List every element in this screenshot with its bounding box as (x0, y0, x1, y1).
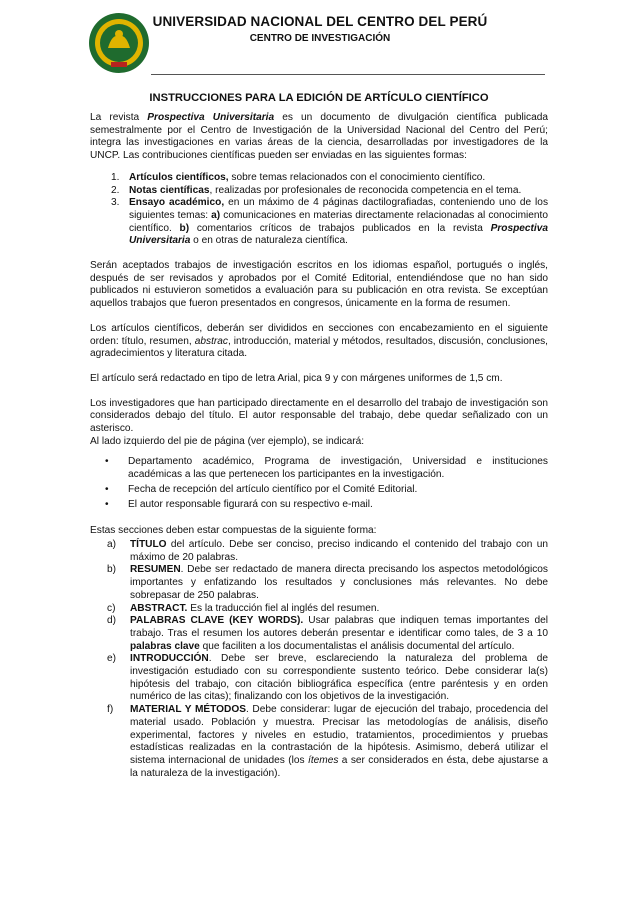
languages-paragraph: Serán aceptados trabajos de investigación escritos en los idiomas español, portugués o inglés, después de ser revisados y aprobados por el Comité Editorial, entendiéndose que no han sido publicados ni estuvieron sometidos a evaluación para su publicación en otra revista. Se exceptúan aquellos trabajos que fueron presentados en congresos, únicamente en la forma de resumen. (90, 260, 548, 310)
sections-list (90, 539, 548, 780)
footer-note-paragraph: Al lado izquierdo del pie de página (ver ejemplo), se indicará: (90, 435, 365, 447)
list-item: c) ABSTRACT. Es la traducción fiel al inglés del resumen. (107, 602, 380, 614)
list-item: 3. Ensayo académico, en un máximo de 4 páginas dactilografiadas, conteniendo uno de los siguientes temas: a) comunicaciones en materias directamente relacionadas al conocimiento científico. b) comentarios críticos de trabajos publicados en la revista Prospectiva Universitaria o en otras de naturaleza científica. (111, 197, 549, 247)
footer-items-list (90, 456, 548, 511)
font-paragraph: El artículo será redactado en tipo de letra Arial, pica 9 y con márgenes uniformes de 1,5 cm. (90, 372, 503, 384)
research-center-name: CENTRO DE INVESTIGACIÓN (249, 33, 391, 44)
list-item: • El autor responsable figurará con su respectivo e-mail. (105, 498, 373, 510)
authors-paragraph: Los investigadores que han participado directamente en el desarrollo del trabajo de investigación son considerados debajo del título. El autor responsable del trabajo, debe quedar señalizado con un asterisco. (90, 397, 548, 435)
list-item: f) MATERIAL Y MÉTODOS. Debe considerar: lugar de ejecución del trabajo, procedencia del material usado. Población y muestra. Precisar las metodologías de análisis, diseño experimental, factores y niveles en estudio, tratamientos, procedimientos y pruebas estadísticas realizadas en la contrastación de la hipótesis. Asimismo, deberá utilizar el sistema internacional de unidades (los ítemes a ser considerados en ésta, debe ajustarse a la naturaleza de la investigación). (107, 704, 548, 779)
list-item: a) TÍTULO del artículo. Debe ser conciso, preciso indicando el contenido del trabajo con un máximo de 20 palabras. (107, 538, 548, 563)
list-item: d) PALABRAS CLAVE (KEY WORDS). Usar palabras que indiquen temas importantes del trabajo. Tras el resumen los autores deberán presentar e identificar como tales, de 3 a 10 palabras clave que faciliten a los documentalistas el análisis documental del artículo. (107, 615, 548, 652)
composition-paragraph: Estas secciones deben estar compuestas de la siguiente forma: (90, 525, 377, 537)
list-item: e) INTRODUCCIÓN. Debe ser breve, esclareciendo la naturaleza del problema de investigación estudiado con su correspondiente sustento teórico. Debe considerar la(s) hipótesis del trabajo, con citación bibliográfica específica (entre paréntesis y en orden numérico de las citas); finalizando con los objetivos de la investigación. (107, 653, 548, 703)
list-item: 1. Artículos científicos, sobre temas relacionados con el conocimiento científico. (111, 171, 486, 183)
university-name: UNIVERSIDAD NACIONAL DEL CENTRO DEL PERÚ (152, 14, 488, 29)
list-item: • Fecha de recepción del artículo científico por el Comité Editorial. (105, 483, 418, 495)
list-item: 2. Notas científicas, realizadas por profesionales de reconocida competencia en el tema. (111, 184, 522, 196)
document-body (90, 112, 548, 780)
document-title: INSTRUCCIONES PARA LA EDICIÓN DE ARTÍCULO CIENTÍFICO (149, 92, 489, 104)
submission-forms-list (90, 172, 548, 248)
header-divider (151, 74, 545, 75)
list-item: • Departamento académico, Programa de investigación, Universidad e instituciones académicas a las que pertenecen los participantes en la investigación. (105, 456, 548, 481)
intro-paragraph: La revista Prospectiva Universitaria es un documento de divulgación científica publicada semestralmente por el Centro de Investigación de la Universidad Nacional del Centro del Perú; integra las investigaciones en varias áreas de la ciencia, desarrolladas por investigadores de la UNCP. Las contribuciones científicas pueden ser enviadas en las siguientes formas: (90, 112, 549, 162)
sections-paragraph: Los artículos científicos, deberán ser divididos en secciones con encabezamiento en el siguiente orden: título, resumen, abstrac, introducción, material y métodos, resultados, discusión, conclusiones, agradecimientos y literatura citada. (90, 322, 548, 360)
list-item: b) RESUMEN. Debe ser redactado de manera directa precisando los aspectos metodológicos importantes y enfatizando los resultados y conclusiones más relevantes. No debe sobrepasar de 250 palabras. (107, 564, 548, 601)
